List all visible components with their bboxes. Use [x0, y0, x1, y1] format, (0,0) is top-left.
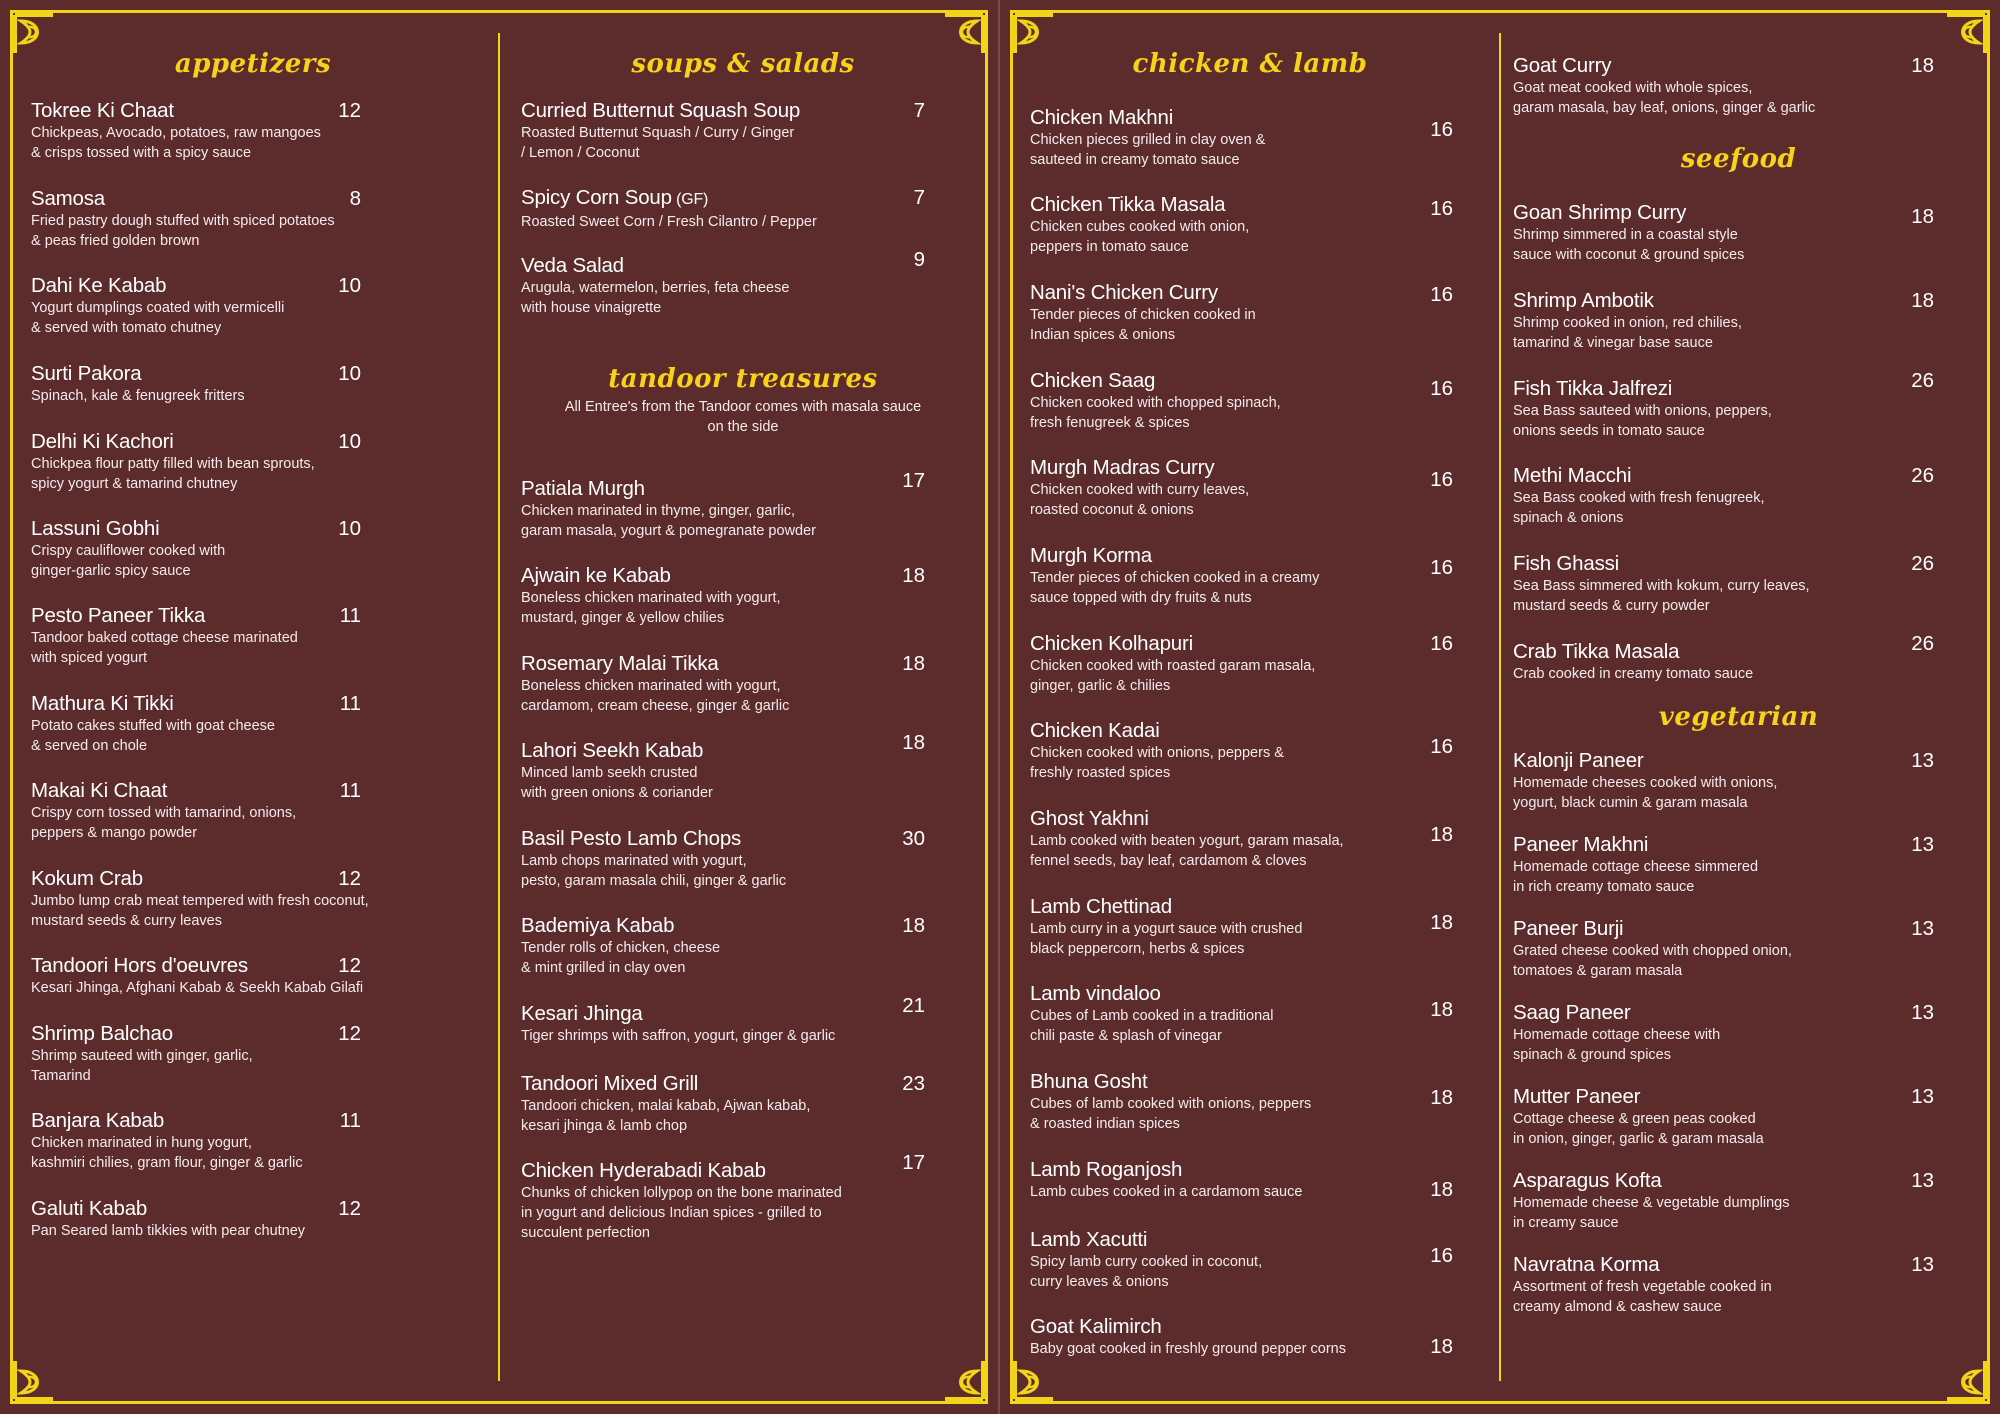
menu-item-name [521, 1071, 965, 1096]
menu-item [521, 731, 965, 803]
section-heading: vegetarian [1658, 702, 1819, 732]
menu-item [31, 516, 475, 581]
menu-item-price: 18 [1430, 1335, 1453, 1358]
menu-item-price: 16 [1430, 377, 1453, 400]
menu-item-price: 13 [1911, 1085, 1934, 1108]
menu-item-name [1030, 981, 1477, 1006]
menu-item-name [31, 778, 475, 803]
menu-item [1513, 832, 1964, 897]
menu-item-name [1513, 639, 1964, 664]
menu-item-price: 30 [902, 827, 925, 850]
menu-item-description: Goat meat cooked with whole spices, garam masala, bay leaf, onions, ginger & garlic [1513, 80, 1816, 116]
menu-item-price: 21 [902, 994, 925, 1017]
menu-item-price: 16 [1430, 283, 1453, 306]
menu-item-name-text: Paneer Burji [1513, 917, 1624, 940]
menu-item [31, 1021, 475, 1086]
section-heading: chicken & lamb [1132, 49, 1368, 79]
menu-item [1513, 200, 1964, 265]
menu-item-name-text: Kokum Crab [31, 867, 143, 890]
section-heading: appetizers [174, 49, 332, 79]
menu-item-name [31, 691, 475, 716]
menu-item-name: Goat Curry [1513, 54, 1612, 77]
section-heading: seefood [1680, 144, 1797, 174]
menu-item-name-text: Navratna Korma [1513, 1253, 1660, 1276]
menu-item-price: 13 [1911, 833, 1934, 856]
menu-item-name [1513, 551, 1964, 576]
menu-item-name [1513, 748, 1964, 773]
menu-item-price: 7 [913, 186, 925, 209]
menu-item-name-text: Mutter Paneer [1513, 1085, 1641, 1108]
menu-item [521, 1151, 965, 1243]
menu-item-name [1030, 368, 1477, 393]
menu-item [1030, 455, 1477, 520]
menu-item-price: 26 [1911, 632, 1934, 655]
menu-item [521, 994, 965, 1046]
menu-item-description: Grated cheese cooked with chopped onion, tomatoes & garam masala [1513, 943, 1792, 979]
menu-item-name-text: Samosa [31, 187, 106, 210]
menu-item-name [521, 185, 965, 212]
menu-item-description: Minced lamb seekh crusted with green onions & coriander [521, 765, 713, 801]
menu-item [31, 98, 475, 163]
menu-item [31, 691, 475, 756]
menu-item-price: 18 [902, 731, 925, 754]
menu-item-name [521, 826, 965, 851]
menu-item-description: Boneless chicken marinated with yogurt, mustard, ginger & yellow chilies [521, 590, 781, 626]
menu-item-price: 13 [1911, 1001, 1934, 1024]
menu-item-description: Sea Bass cooked with fresh fenugreek, spinach & onions [1513, 490, 1765, 526]
menu-item [1030, 631, 1477, 696]
menu-item [31, 361, 475, 406]
menu-item-price: 16 [1430, 1244, 1453, 1267]
menu-item [31, 778, 475, 843]
menu-item-description: Chicken cooked with curry leaves, roasted coconut & onions [1030, 482, 1250, 518]
menu-item-name-text: Chicken Tikka Masala [1030, 193, 1226, 216]
menu-item-price: 16 [1430, 735, 1453, 758]
menu-item-name-text: Kalonji Paneer [1513, 749, 1644, 772]
menu-item-name-text: Tandoori Mixed Grill [521, 1072, 699, 1095]
menu-item-price: 18 [1430, 823, 1453, 846]
menu-item-price: 17 [902, 469, 925, 492]
menu-item-name-text: Rosemary Malai Tikka [521, 652, 719, 675]
menu-item-description: Crispy cauliflower cooked with ginger-garlic spicy sauce [31, 543, 226, 579]
menu-item-description: Pan Seared lamb tikkies with pear chutney [31, 1223, 306, 1239]
menu-item-description: Assortment of fresh vegetable cooked in creamy almond & cashew sauce [1513, 1279, 1772, 1315]
menu-item-description: Shrimp simmered in a coastal style sauce with coconut & ground spices [1513, 227, 1745, 263]
menu-item-description: Cubes of lamb cooked with onions, peppers & roasted indian spices [1030, 1096, 1312, 1132]
menu-item-name-text: Lamb Roganjosh [1030, 1158, 1183, 1181]
menu-item-description: Sea Bass sauteed with onions, peppers, onions seeds in tomato sauce [1513, 403, 1772, 439]
menu-item-name-text: Mathura Ki Tikki [31, 692, 174, 715]
menu-item-name [521, 651, 965, 676]
menu-item-name [1513, 463, 1964, 488]
menu-item [1030, 1314, 1477, 1359]
menu-item-description: Arugula, watermelon, berries, feta cheese with house vinaigrette [521, 280, 790, 316]
menu-item-description: Chicken marinated in hung yogurt, kashmiri chilies, gram flour, ginger & garlic [31, 1135, 303, 1171]
menu-item-name-text: Ajwain ke Kabab [521, 564, 671, 587]
section-heading: soups & salads [631, 49, 855, 79]
menu-item-name [31, 1021, 475, 1046]
menu-item-name-text: Shrimp Balchao [31, 1022, 173, 1045]
menu-item-name-text: Goat Kalimirch [1030, 1315, 1162, 1338]
column-divider [1499, 33, 1501, 1381]
section-note: All Entree's from the Tandoor comes with masala sauce on the side [564, 399, 922, 435]
corner-ornament-icon [1945, 13, 1987, 55]
menu-item-name-text: Lamb Chettinad [1030, 895, 1172, 918]
menu-item-price: 10 [338, 517, 361, 540]
menu-item [31, 186, 475, 251]
menu-item [1513, 1084, 1964, 1149]
menu-item-price: 26 [1911, 464, 1934, 487]
corner-ornament-icon [1013, 1359, 1055, 1401]
menu-item [31, 953, 475, 998]
menu-item [1030, 806, 1477, 871]
menu-item-description: Kesari Jhinga, Afghani Kabab & Seekh Kabab Gilafi [31, 980, 364, 996]
menu-item-description: Crab cooked in creamy tomato sauce [1513, 666, 1754, 682]
menu-item-price: 16 [1430, 118, 1453, 141]
menu-item-name-text: Tandoori Hors d'oeuvres [31, 954, 248, 977]
menu-item-price: 12 [338, 1022, 361, 1045]
menu-item-price: 12 [338, 99, 361, 122]
menu-item-name [31, 953, 475, 978]
menu-item-price: 10 [338, 362, 361, 385]
menu-item-name [1513, 1252, 1964, 1277]
menu-item-name-text: Patiala Murgh [521, 477, 645, 500]
menu-item-name-text: Nani's Chicken Curry [1030, 281, 1218, 304]
menu-item [1513, 551, 1964, 616]
menu-item-price: 10 [338, 274, 361, 297]
menu-item-name [521, 913, 965, 938]
menu-item [1030, 718, 1477, 783]
menu-item-price: 18 [902, 652, 925, 675]
menu-item-description: Lamb cooked with beaten yogurt, garam masala, fennel seeds, bay leaf, cardamom & cloves [1030, 833, 1344, 869]
menu-item [31, 273, 475, 338]
menu-item [1030, 1227, 1477, 1292]
menu-item-description: Spicy lamb curry cooked in coconut, curry leaves & onions [1030, 1254, 1263, 1290]
menu-item-name-text: Makai Ki Chaat [31, 779, 168, 802]
menu-item-name-text: Paneer Makhni [1513, 833, 1649, 856]
menu-item-price: 13 [1911, 749, 1934, 772]
menu-item-price: 18 [1430, 911, 1453, 934]
menu-item-description: Chickpea flour patty filled with bean sprouts, spicy yogurt & tamarind chutney [31, 456, 315, 492]
menu-item-name [1030, 105, 1477, 130]
menu-right-panel [1010, 10, 1990, 1404]
menu-item [521, 563, 965, 628]
menu-item-name-text: Fish Tikka Jalfrezi [1513, 377, 1673, 400]
menu-item-description: Spinach, kale & fenugreek fritters [31, 388, 245, 404]
menu-item-name [1513, 376, 1964, 401]
menu-item-description: Potato cakes stuffed with goat cheese & served on chole [31, 718, 275, 754]
menu-item-name [521, 738, 965, 763]
menu-item-name [521, 563, 965, 588]
menu-item-name-text: Murgh Korma [1030, 544, 1152, 567]
menu-item-name-text: Surti Pakora [31, 362, 142, 385]
menu-item-description: Chicken cooked with onions, peppers & freshly roasted spices [1030, 745, 1284, 781]
menu-item-description: Lamb chops marinated with yogurt, pesto, garam masala chili, ginger & garlic [521, 853, 787, 889]
menu-item-description: Chicken pieces grilled in clay oven & sauteed in creamy tomato sauce [1030, 132, 1266, 168]
menu-item [1030, 1069, 1477, 1134]
menu-item-description: Cottage cheese & green peas cooked in onion, ginger, garlic & garam masala [1513, 1111, 1764, 1147]
menu-item-description: Yogurt dumplings coated with vermicelli & served with tomato chutney [31, 300, 285, 336]
menu-item [1513, 463, 1964, 528]
menu-item-description: Tandoori chicken, malai kabab, Ajwan kabab, kesari jhinga & lamb chop [521, 1098, 811, 1134]
menu-item-description: Baby goat cooked in freshly ground pepper corns [1030, 1341, 1346, 1357]
menu-item-price: 12 [338, 1197, 361, 1220]
menu-item-price: 8 [349, 187, 361, 210]
menu-item [31, 1108, 475, 1173]
menu-item-price: 10 [338, 430, 361, 453]
menu-item-description: Sea Bass simmered with kokum, curry leaves, mustard seeds & curry powder [1513, 578, 1810, 614]
menu-item-description: Jumbo lump crab meat tempered with fresh coconut, mustard seeds & curry leaves [31, 893, 369, 929]
menu-item-price: 26 [1911, 552, 1934, 575]
menu-item [1513, 632, 1964, 684]
menu-item-name [1030, 192, 1477, 217]
menu-item-name [1030, 806, 1477, 831]
menu-item-name-text: Crab Tikka Masala [1513, 640, 1680, 663]
menu-item [521, 469, 965, 541]
menu-item-name-text: Chicken Kolhapuri [1030, 632, 1193, 655]
menu-item-price: 7 [913, 99, 925, 122]
menu-item [31, 1196, 475, 1241]
menu-item [1513, 53, 1964, 118]
menu-item-name-text: Kesari Jhinga [521, 1002, 643, 1025]
menu-item [1513, 748, 1964, 813]
menu-item [1513, 1168, 1964, 1233]
menu-item [1030, 368, 1477, 433]
menu-item-name [1030, 1157, 1477, 1182]
menu-item-name [1513, 1084, 1964, 1109]
menu-item [1030, 192, 1477, 257]
menu-item-name-text: Veda Salad [521, 254, 624, 277]
menu-item-name [1030, 1314, 1477, 1339]
menu-item-description: Tandoor baked cottage cheese marinated with spiced yogurt [31, 630, 298, 666]
menu-item-price: 16 [1430, 556, 1453, 579]
menu-item-name-text: Spicy Corn Soup [521, 186, 672, 209]
menu-item-price: 17 [902, 1151, 925, 1174]
page-gap [998, 0, 1000, 1414]
menu-item-price: 11 [339, 692, 361, 715]
menu-item [521, 826, 965, 891]
menu-item-description: Tender pieces of chicken cooked in Indian spices & onions [1030, 307, 1256, 343]
menu-item [521, 651, 965, 716]
menu-item [1030, 981, 1477, 1046]
menu-item-name [31, 186, 475, 211]
menu-item [1513, 1000, 1964, 1065]
menu-item-name-text: Bademiya Kabab [521, 914, 675, 937]
menu-item-description: Roasted Sweet Corn / Fresh Cilantro / Pepper [521, 214, 817, 230]
menu-item-name-text: Pesto Paneer Tikka [31, 604, 206, 627]
menu-item [1513, 1252, 1964, 1317]
menu-item-name-text: Chicken Hyderabadi Kabab [521, 1159, 766, 1182]
menu-item-price: 16 [1430, 197, 1453, 220]
menu-item-name [1513, 1168, 1964, 1193]
menu-item-price: 18 [902, 564, 925, 587]
menu-item-name [31, 361, 475, 386]
menu-item [1030, 1157, 1477, 1202]
menu-item-tag: (GF) [671, 191, 709, 208]
menu-item-name-text: Basil Pesto Lamb Chops [521, 827, 742, 850]
menu-item-price: 18 [1911, 289, 1934, 312]
menu-item-price: 12 [338, 867, 361, 890]
menu-item-price: 16 [1430, 468, 1453, 491]
menu-item-name [1513, 200, 1964, 225]
menu-item-name [1030, 1069, 1477, 1094]
menu-item-price: 12 [338, 954, 361, 977]
corner-ornament-icon [13, 1359, 55, 1401]
menu-item-name [521, 253, 965, 278]
menu-item-description: Homemade cottage cheese simmered in rich creamy tomato sauce [1513, 859, 1759, 895]
menu-item-price: 18 [902, 914, 925, 937]
column-divider [498, 33, 500, 1381]
menu-item-name [521, 476, 965, 501]
menu-item-description: Fried pastry dough stuffed with spiced potatoes & peas fried golden brown [31, 213, 335, 249]
corner-ornament-icon [1945, 1359, 1987, 1401]
menu-item [1030, 280, 1477, 345]
menu-item-description: Cubes of Lamb cooked in a traditional chili paste & splash of vinegar [1030, 1008, 1274, 1044]
menu-item-price: 11 [339, 779, 361, 802]
menu-item [31, 429, 475, 494]
menu-item-price: 11 [339, 1109, 361, 1132]
menu-item-name [1030, 455, 1477, 480]
menu-item-price: 11 [339, 604, 361, 627]
menu-item-name-text: Murgh Madras Curry [1030, 456, 1215, 479]
menu-item [31, 866, 475, 931]
menu-item-name [521, 98, 965, 123]
menu-item-description: Shrimp cooked in onion, red chilies, tamarind & vinegar base sauce [1513, 315, 1742, 351]
menu-item-name [1030, 631, 1477, 656]
menu-item-price: 13 [1911, 917, 1934, 940]
menu-item-price: 23 [902, 1072, 925, 1095]
menu-item-name-text: Lamb vindaloo [1030, 982, 1161, 1005]
menu-item-name-text: Delhi Ki Kachori [31, 430, 174, 453]
menu-item-name-text: Lassuni Gobhi [31, 517, 160, 540]
menu-left-panel [10, 10, 988, 1404]
menu-item-name-text: Shrimp Ambotik [1513, 289, 1654, 312]
menu-item-price: 18 [1911, 205, 1934, 228]
menu-item-description: Homemade cheeses cooked with onions, yogurt, black cumin & garam masala [1513, 775, 1778, 811]
menu-item-description: Boneless chicken marinated with yogurt, cardamom, cream cheese, ginger & garlic [521, 678, 790, 714]
menu-item-description: Lamb curry in a yogurt sauce with crushed black peppercorn, herbs & spices [1030, 921, 1303, 957]
menu-item-name [1030, 894, 1477, 919]
menu-item-description: Tender rolls of chicken, cheese & mint grilled in clay oven [521, 940, 721, 976]
menu-item-description: Chicken marinated in thyme, ginger, garlic, garam masala, yogurt & pomegranate powder [521, 503, 816, 539]
menu-item-description: Homemade cottage cheese with spinach & ground spices [1513, 1027, 1721, 1063]
menu-item-description: Lamb cubes cooked in a cardamom sauce [1030, 1184, 1303, 1200]
section-heading: tandoor treasures [608, 364, 878, 394]
menu-item-name [31, 866, 475, 891]
menu-item-name [1513, 832, 1964, 857]
menu-item-name [31, 429, 475, 454]
menu-item-price: 18 [1911, 54, 1934, 77]
menu-item-name-text: Banjara Kabab [31, 1109, 165, 1132]
menu-item [521, 185, 965, 232]
menu-item [31, 603, 475, 668]
menu-item-name-text: Methi Macchi [1513, 464, 1632, 487]
menu-item-name-text: Bhuna Gosht [1030, 1070, 1148, 1093]
menu-item-name [31, 603, 475, 628]
menu-item-name-text: Chicken Makhni [1030, 106, 1174, 129]
menu-item-name [1030, 280, 1477, 305]
menu-item-description: Crispy corn tossed with tamarind, onions, peppers & mango powder [31, 805, 297, 841]
menu-item-description: Tender pieces of chicken cooked in a creamy sauce topped with dry fruits & nuts [1030, 570, 1320, 606]
menu-item-name-text: Tokree Ki Chaat [31, 99, 174, 122]
menu-item-description: Chunks of chicken lollypop on the bone marinated in yogurt and delicious Indian spices - grilled to succulent perfection [521, 1185, 842, 1241]
menu-item-name [1513, 916, 1964, 941]
menu-item-name-text: Saag Paneer [1513, 1001, 1631, 1024]
menu-item-description: Homemade cheese & vegetable dumplings in creamy sauce [1513, 1195, 1790, 1231]
menu-item-name [521, 1158, 965, 1183]
menu-item [1030, 105, 1477, 170]
menu-item-description: Roasted Butternut Squash / Curry / Ginger / Lemon / Coconut [521, 125, 795, 161]
menu-item-name-text: Chicken Kadai [1030, 719, 1160, 742]
menu-item-description: Shrimp sauteed with ginger, garlic, Tamarind [31, 1048, 253, 1084]
menu-item [1513, 916, 1964, 981]
menu-item-name-text: Curried Butternut Squash Soup [521, 99, 801, 122]
menu-item-price: 26 [1911, 369, 1934, 392]
menu-item-name-text: Lahori Seekh Kabab [521, 739, 704, 762]
menu-item-price: 18 [1430, 998, 1453, 1021]
menu-item-price: 16 [1430, 632, 1453, 655]
menu-item-name-text: Lamb Xacutti [1030, 1228, 1148, 1251]
menu-item-description: Chicken cubes cooked with onion, peppers in tomato sauce [1030, 219, 1250, 255]
menu-item-name [31, 1108, 475, 1133]
menu-item-name [1030, 1227, 1477, 1252]
menu-item [1513, 369, 1964, 441]
menu-item-price: 13 [1911, 1169, 1934, 1192]
menu-item-price: 9 [913, 248, 925, 271]
menu-item-name [1030, 718, 1477, 743]
menu-item-name-text: Dahi Ke Kabab [31, 274, 167, 297]
menu-item-description: Chickpeas, Avocado, potatoes, raw mangoes & crisps tossed with a spicy sauce [31, 125, 321, 161]
menu-item-name-text: Galuti Kabab [31, 1197, 148, 1220]
menu-item-price: 18 [1430, 1178, 1453, 1201]
menu-item-name-text: Fish Ghassi [1513, 552, 1620, 575]
menu-item-name [1030, 543, 1477, 568]
menu-item-name [1513, 288, 1964, 313]
menu-item-price: 13 [1911, 1253, 1934, 1276]
menu-item [521, 98, 965, 163]
menu-item-description: Chicken cooked with roasted garam masala, ginger, garlic & chilies [1030, 658, 1316, 694]
menu-item-name [31, 1196, 475, 1221]
menu-item-description: Tiger shrimps with saffron, yogurt, ginger & garlic [521, 1028, 836, 1044]
menu-item-name-text: Asparagus Kofta [1513, 1169, 1662, 1192]
menu-item [1030, 543, 1477, 608]
menu-item-description: Chicken cooked with chopped spinach, fresh fenugreek & spices [1030, 395, 1281, 431]
corner-ornament-icon [943, 1359, 985, 1401]
menu-item [1513, 288, 1964, 353]
menu-item-name-text: Ghost Yakhni [1030, 807, 1149, 830]
menu-item-name-text: Chicken Saag [1030, 369, 1156, 392]
menu-item [521, 913, 965, 978]
menu-item-name-text: Goan Shrimp Curry [1513, 201, 1687, 224]
menu-item-name [31, 273, 475, 298]
menu-item [1030, 894, 1477, 959]
menu-item-price: 18 [1430, 1086, 1453, 1109]
menu-item-name [31, 98, 475, 123]
menu-item-name [1513, 1000, 1964, 1025]
menu-item [521, 1071, 965, 1136]
menu-item-name [31, 516, 475, 541]
menu-item-name [521, 1001, 965, 1026]
menu-item [521, 248, 965, 318]
